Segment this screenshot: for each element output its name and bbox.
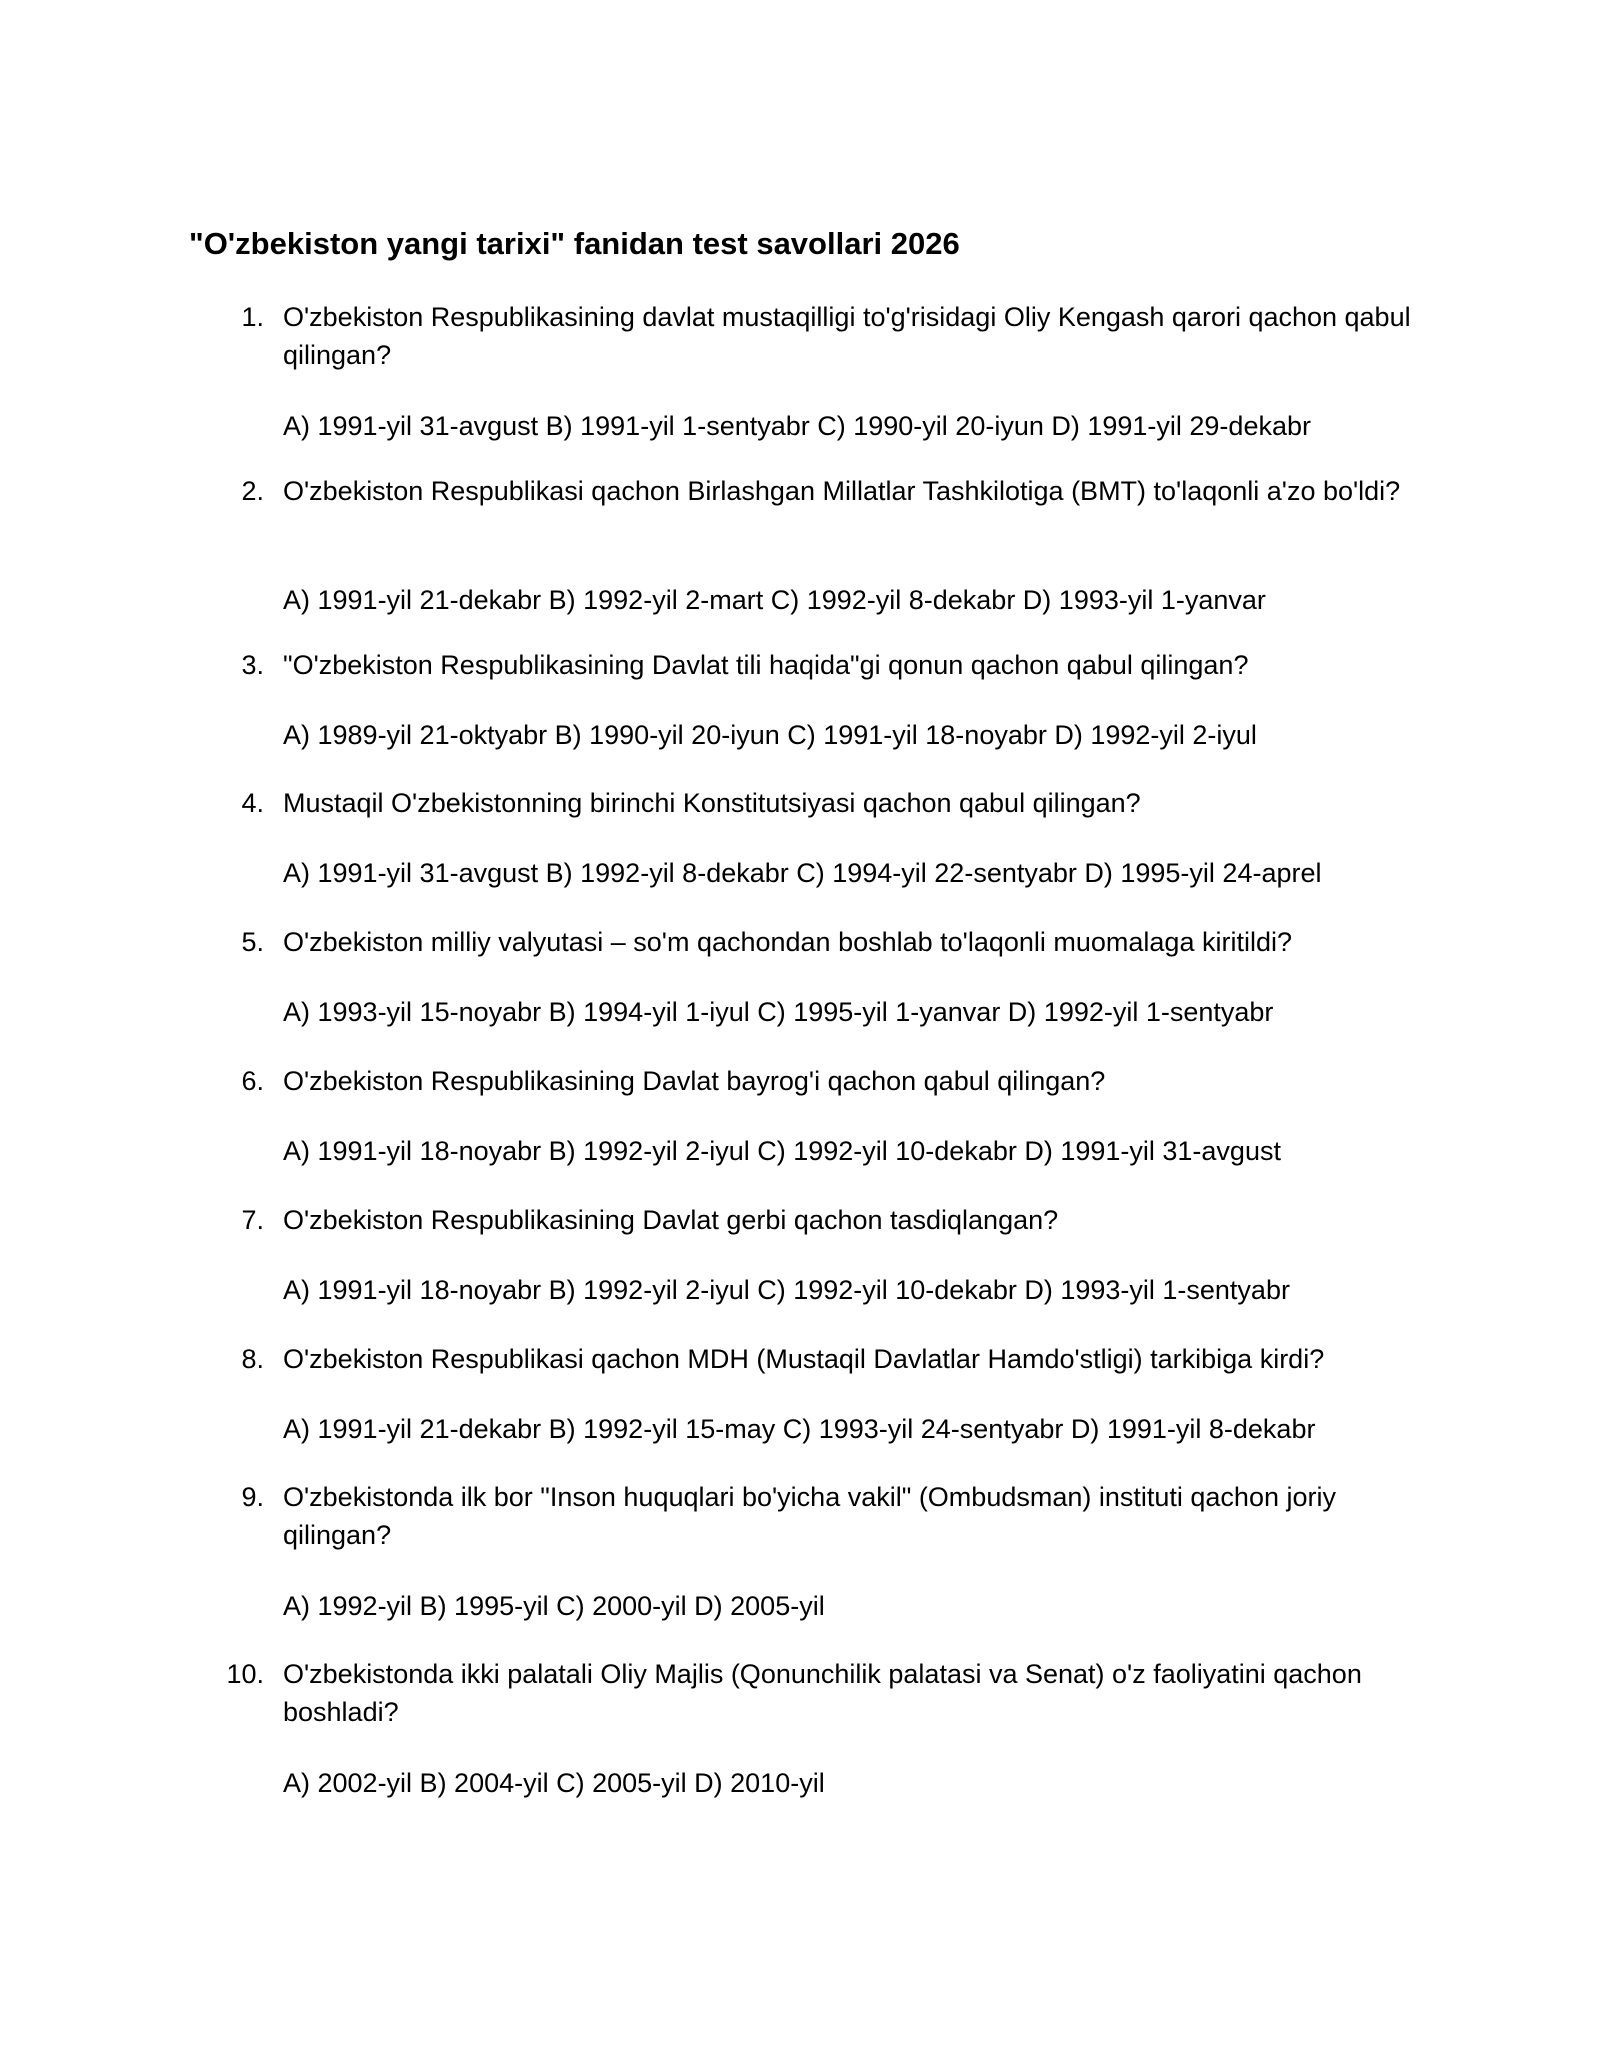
question-number: 10. [226, 1659, 264, 1689]
question-text: O'zbekiston Respublikasi qachon MDH (Mustaqil Davlatlar Hamdo'stligi) tarkibiga kirdi? [283, 1344, 1325, 1374]
question-text: O'zbekiston Respublikasining Davlat gerbi qachon tasdiqlangan? [283, 1205, 1059, 1235]
question-number: 9. [241, 1482, 264, 1512]
question-text: O'zbekiston Respublikasi qachon Birlashgan Millatlar Tashkilotiga (BMT) to'laqonli a'zo bo'ldi? [283, 476, 1401, 506]
answer-options: A) 1991-yil 21-dekabr B) 1992-yil 15-may C) 1993-yil 24-sentyabr D) 1991-yil 8-dekabr [283, 1414, 1316, 1444]
question-text: Mustaqil O'zbekistonning birinchi Konstitutsiyasi qachon qabul qilingan? [283, 788, 1141, 818]
question-number: 4. [241, 788, 264, 818]
answer-options: A) 1991-yil 18-noyabr B) 1992-yil 2-iyul C) 1992-yil 10-dekabr D) 1991-yil 31-avgust [283, 1136, 1281, 1166]
answer-options: A) 2002-yil B) 2004-yil C) 2005-yil D) 2010-yil [283, 1768, 825, 1798]
question-text: O'zbekiston Respublikasining Davlat bayrog'i qachon qabul qilingan? [283, 1066, 1106, 1096]
question-number: 5. [241, 927, 264, 957]
question-text: O'zbekistonda ikki palatali Oliy Majlis (Qonunchilik palatasi va Senat) o'z faoliyatini qachon boshladi? [283, 1659, 1362, 1727]
answer-options: A) 1991-yil 21-dekabr B) 1992-yil 2-mart C) 1992-yil 8-dekabr D) 1993-yil 1-yanvar [283, 585, 1266, 615]
question-number: 7. [241, 1205, 264, 1235]
question-number: 8. [241, 1344, 264, 1374]
question-number: 2. [241, 476, 264, 506]
question-text: O'zbekiston milliy valyutasi – so'm qachondan boshlab to'laqonli muomalaga kiritildi? [283, 927, 1292, 957]
answer-options: A) 1993-yil 15-noyabr B) 1994-yil 1-iyul C) 1995-yil 1-yanvar D) 1992-yil 1-sentyabr [283, 997, 1274, 1027]
answer-options: A) 1992-yil B) 1995-yil C) 2000-yil D) 2005-yil [283, 1591, 825, 1621]
question-text: "O'zbekiston Respublikasining Davlat tili haqida"gi qonun qachon qabul qilingan? [283, 650, 1249, 680]
question-text: O'zbekiston Respublikasining davlat mustaqilligi to'g'risidagi Oliy Kengash qarori qachon qabul qilingan? [283, 302, 1411, 370]
question-number: 6. [241, 1066, 264, 1096]
answer-options: A) 1991-yil 31-avgust B) 1991-yil 1-sentyabr C) 1990-yil 20-iyun D) 1991-yil 29-dekabr [283, 411, 1311, 441]
document-title: "O'zbekiston yangi tarixi" fanidan test savollari 2026 [189, 226, 960, 261]
answer-options: A) 1991-yil 31-avgust B) 1992-yil 8-dekabr C) 1994-yil 22-sentyabr D) 1995-yil 24-aprel [283, 858, 1322, 888]
question-number: 1. [241, 302, 264, 332]
question-text: O'zbekistonda ilk bor "Inson huquqlari bo'yicha vakil" (Ombudsman) instituti qachon joriy qilingan? [283, 1482, 1336, 1550]
question-number: 3. [241, 650, 264, 680]
answer-options: A) 1991-yil 18-noyabr B) 1992-yil 2-iyul C) 1992-yil 10-dekabr D) 1993-yil 1-sentyabr [283, 1275, 1290, 1305]
answer-options: A) 1989-yil 21-oktyabr B) 1990-yil 20-iyun C) 1991-yil 18-noyabr D) 1992-yil 2-iyul [283, 720, 1257, 750]
